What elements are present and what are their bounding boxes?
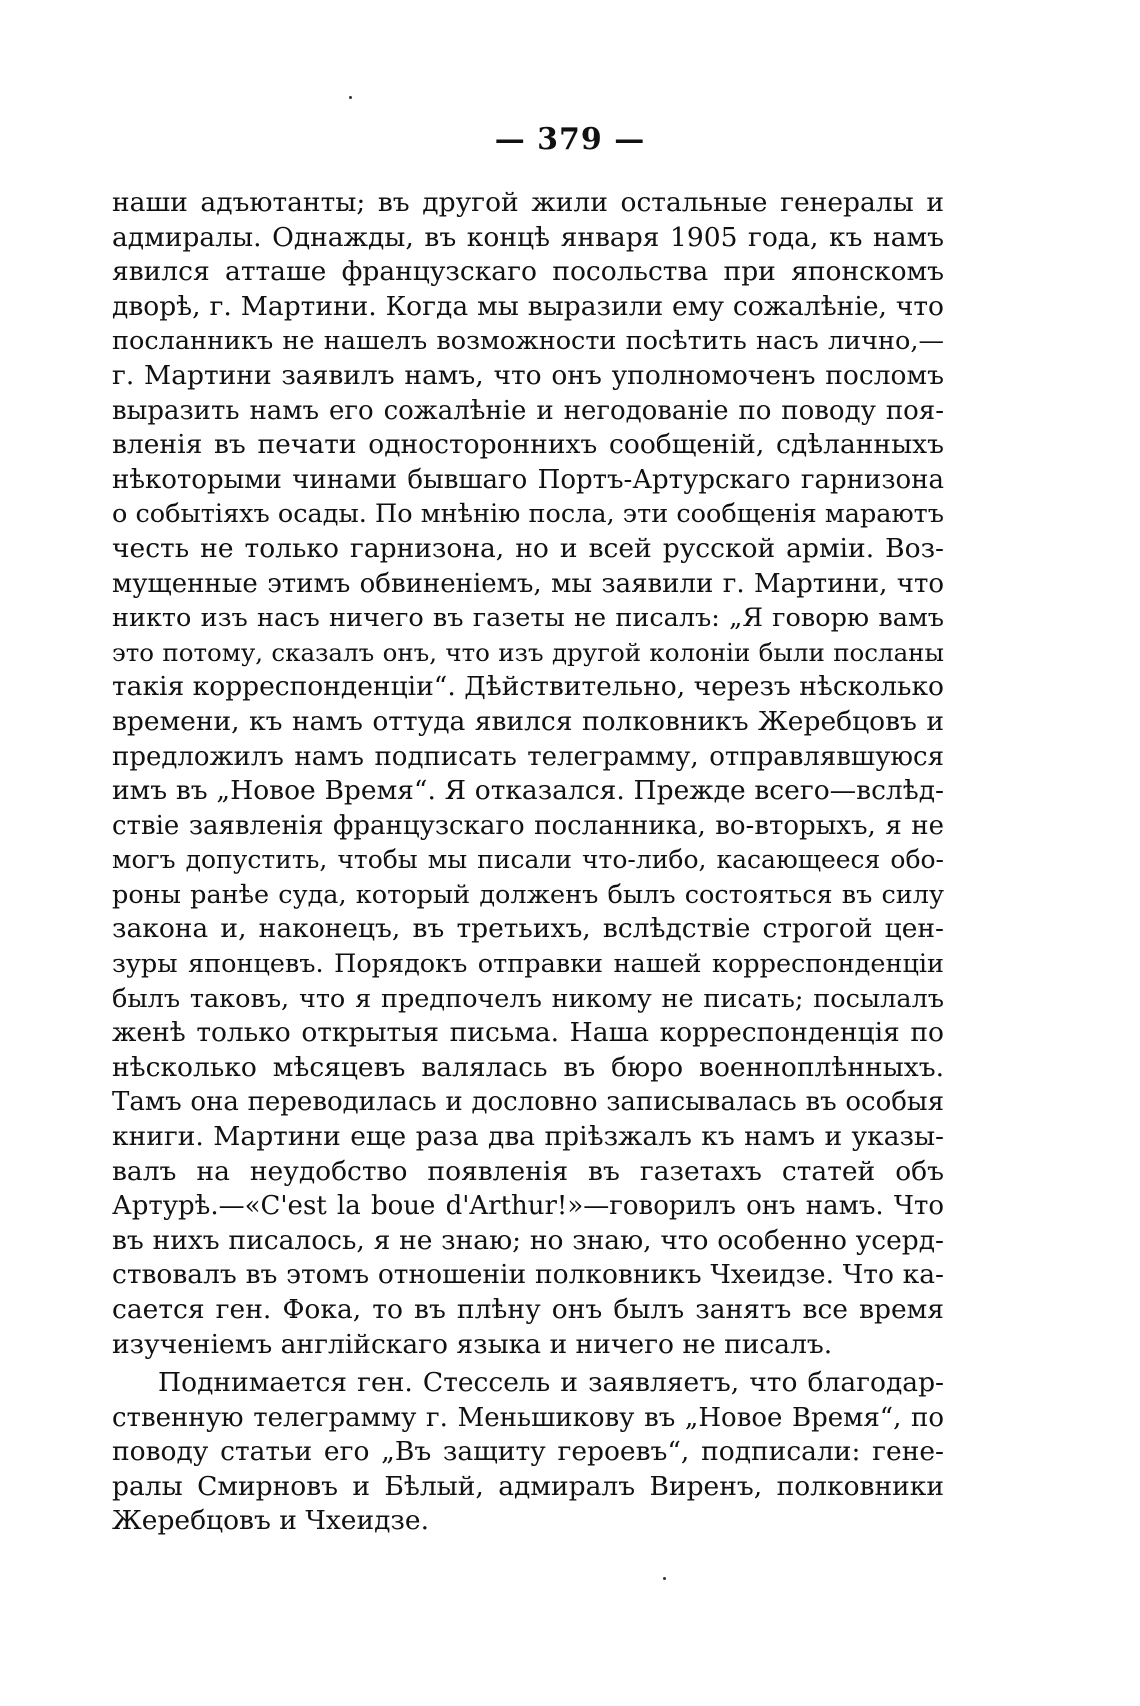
text-line: могъ допустить, чтобы мы писали что-либо, касающееся обо-: [112, 845, 944, 875]
text-line: посланникъ не нашелъ возможности посѣтить насъ лично,—: [112, 326, 944, 357]
text-line: валъ на неудобство появленія въ газетахъ статей объ: [112, 1155, 944, 1187]
text-line: роны ранѣе суда, который долженъ былъ состояться въ силу: [112, 879, 944, 910]
text-line: ственную телеграмму г. Меньшикову въ „Новое Время“, по: [112, 1402, 944, 1433]
text-line: Артурѣ.—«C'est la boue d'Arthur!»—говорилъ онъ намъ. Что: [112, 1191, 944, 1222]
print-speck: [663, 1577, 666, 1580]
text-line: вленія въ печати одностороннихъ сообщеній, сдѣланныхъ: [112, 429, 944, 461]
text-line: книги. Мартини еще раза два пріѣзжалъ къ намъ и указы-: [112, 1121, 944, 1153]
page-number: — 379 —: [494, 122, 646, 157]
text-line: наши адъютанты; въ другой жили остальные генералы и: [112, 187, 944, 218]
text-line: зуры японцевъ. Порядокъ отправки нашей корреспонденціи: [112, 949, 944, 980]
text-line: нѣкоторыми чинами бывшаго Портъ-Артурскаго гарнизона: [112, 464, 944, 495]
text-line: г. Мартини заявилъ намъ, что онъ уполномоченъ посломъ: [112, 359, 944, 391]
text-line: Жеребцовъ и Чхеидзе.: [112, 1505, 429, 1537]
text-line: женѣ только открытыя письма. Наша корреспонденція по: [112, 1017, 944, 1049]
text-line: никто изъ насъ ничего въ газеты не писалъ: „Я говорю вамъ: [112, 603, 944, 634]
paragraph-2: [112, 1366, 944, 1539]
text-line: явился атташе французскаго посольства при японскомъ: [112, 256, 944, 288]
text-line: ствовалъ въ этомъ отношеніи полковникъ Чхеидзе. Что ка-: [112, 1259, 944, 1291]
text-line: поводу статьи его „Въ защиту героевъ“, подписали: гене-: [112, 1436, 944, 1468]
text-line: адмиралы. Однажды, въ концѣ января 1905 года, къ намъ: [112, 221, 944, 253]
paragraph-1: [112, 186, 944, 1362]
text-line: времени, къ намъ оттуда явился полковникъ Жеребцовъ и: [112, 705, 944, 737]
text-line: ствіе заявленія французскаго посланника, во-вторыхъ, я не: [112, 810, 944, 841]
text-line: Поднимается ген. Стессель и заявляетъ, что благодар-: [158, 1367, 944, 1398]
text-line: въ нихъ писалось, я не знаю; но знаю, что особенно усерд-: [112, 1224, 944, 1256]
text-line: о событіяхъ осады. По мнѣнію посла, эти сообщенія мараютъ: [112, 499, 944, 530]
text-line: такія корреспонденціи“. Дѣйствительно, черезъ нѣсколько: [112, 671, 944, 703]
text-line: изученіемъ англійскаго языка и ничего не писалъ.: [112, 1328, 833, 1360]
text-line: выразить намъ его сожалѣніе и негодованіе по поводу поя-: [112, 395, 944, 426]
text-line: нѣсколько мѣсяцевъ валялась въ бюро военноплѣнныхъ.: [112, 1051, 944, 1083]
text-line: имъ въ „Новое Время“. Я отказался. Прежде всего—вслѣд-: [112, 775, 944, 807]
text-line: честь не только гарнизона, но и всей русской арміи. Воз-: [112, 532, 944, 564]
text-line: ралы Смирновъ и Бѣлый, адмиралъ Виренъ, полковники: [112, 1470, 944, 1502]
text-line: предложилъ намъ подписать телеграмму, отправлявшуюся: [112, 741, 944, 772]
text-line: закона и, наконецъ, въ третьихъ, вслѣдствіе строгой цен-: [112, 913, 944, 945]
text-line: это потому, сказалъ онъ, что изъ другой колоніи были посланы: [112, 637, 944, 667]
print-speck: [349, 96, 352, 99]
text-line: дворѣ, г. Мартини. Когда мы выразили ему сожалѣніе, что: [112, 290, 944, 322]
text-line: Тамъ она переводилась и дословно записывалась въ особыя: [112, 1087, 944, 1118]
text-line: мущенные этимъ обвиненіемъ, мы заявили г. Мартини, что: [112, 568, 944, 599]
text-line: сается ген. Фока, то въ плѣну онъ былъ занятъ все время: [112, 1294, 944, 1325]
text-line: былъ таковъ, что я предпочелъ никому не писать; посылалъ: [112, 983, 944, 1014]
